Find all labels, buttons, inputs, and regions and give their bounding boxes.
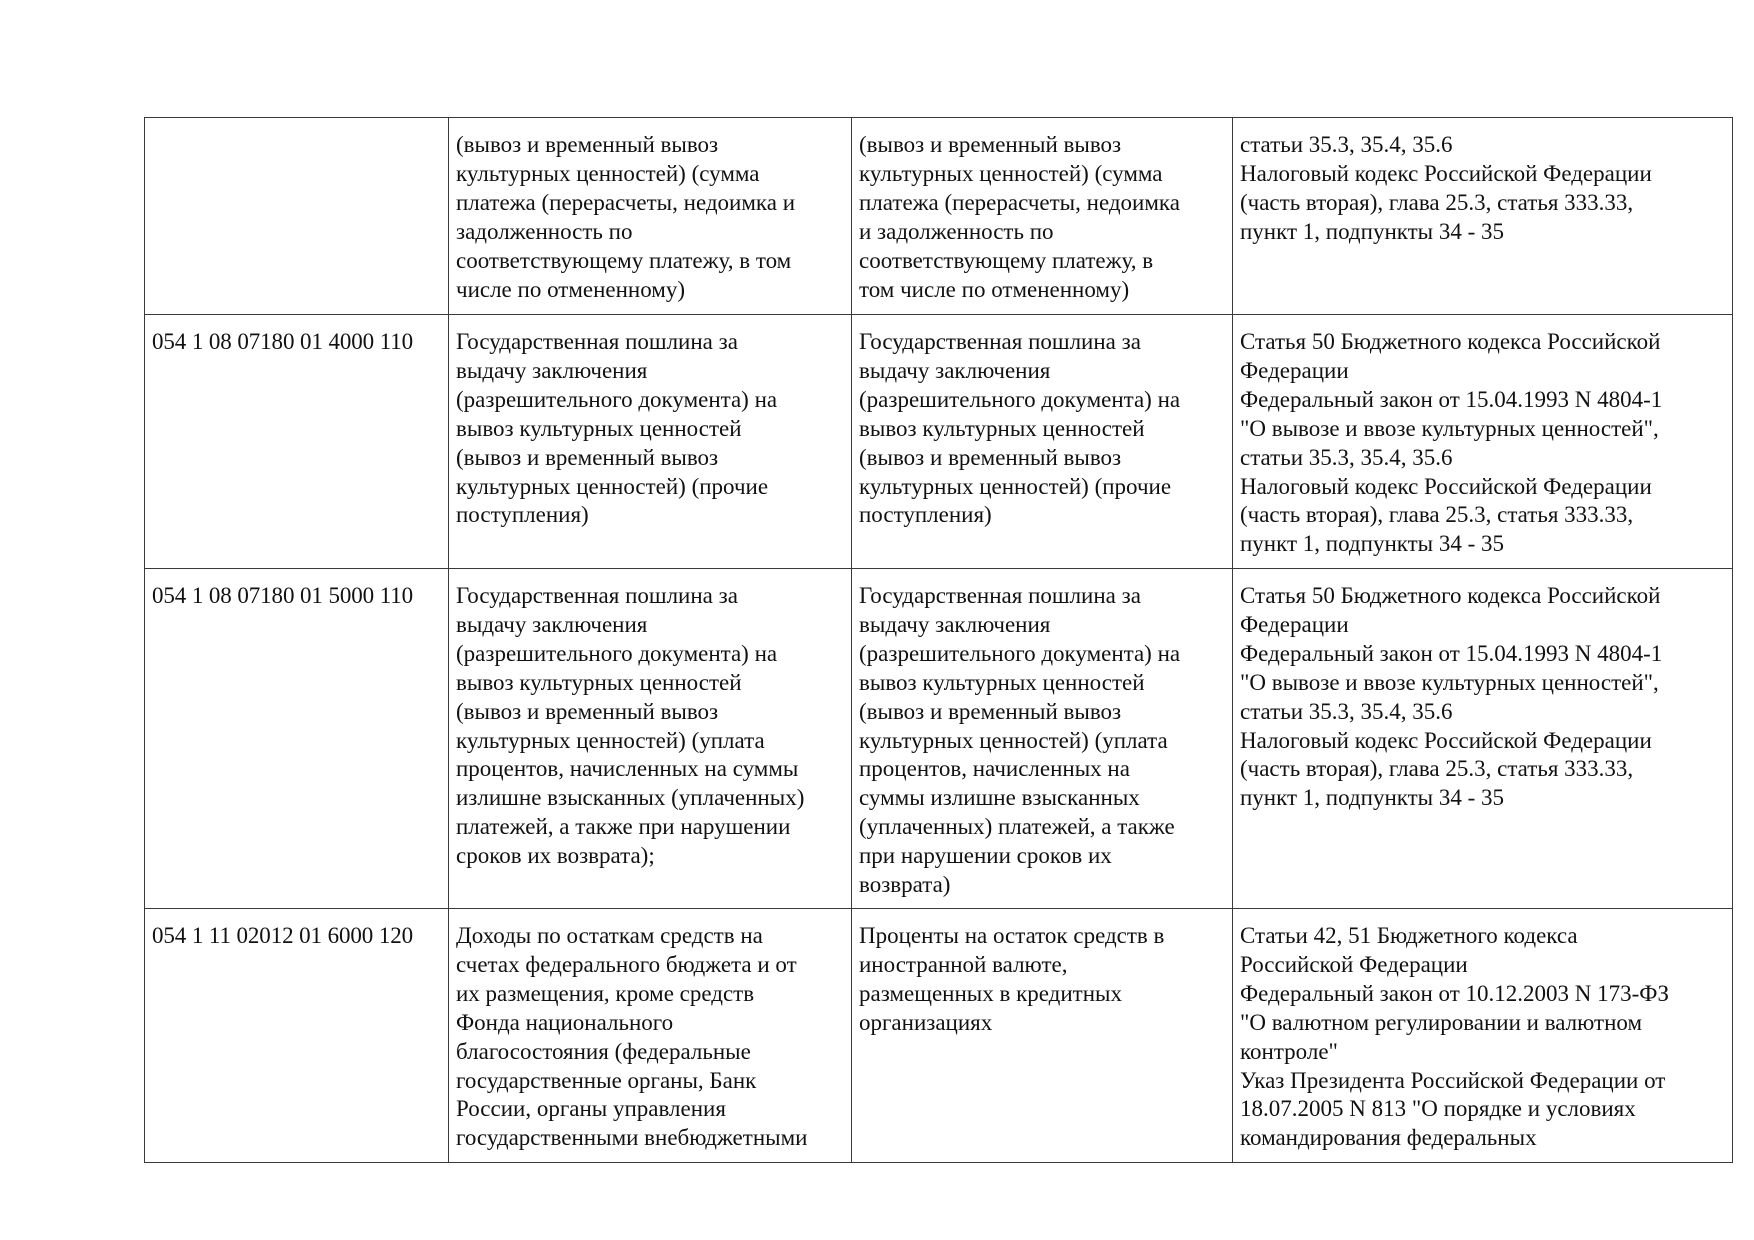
text-line: командирования федеральных	[1240, 1125, 1537, 1151]
text-line: излишне взысканных (уплаченных)	[456, 785, 805, 811]
description-cell	[852, 315, 1233, 569]
text-line: Федеральный закон от 15.04.1993 N 4804-1	[1240, 640, 1663, 666]
table-row	[145, 315, 1733, 569]
text-line: России, органы управления	[456, 1096, 726, 1122]
text-line: числе по отмененному)	[456, 276, 686, 302]
text-line: выдачу заключения	[456, 611, 648, 637]
text-line: возврата)	[859, 872, 951, 898]
text-line: Налоговый кодекс Российской Федерации	[1240, 473, 1652, 499]
revenue-codes-table	[144, 117, 1733, 1163]
text-line: Статья 50 Бюджетного кодекса Российской	[1240, 583, 1661, 608]
name-cell	[449, 315, 852, 569]
text-line: "О валютном регулировании и валютном	[1240, 1009, 1643, 1035]
text-line: Федерации	[1240, 357, 1349, 383]
text-line: Государственная пошлина за	[859, 583, 1141, 608]
text-line: "О вывозе и ввозе культурных ценностей",	[1240, 669, 1659, 695]
description-cell	[852, 909, 1233, 1163]
text-line: (вывоз и временный вывоз	[859, 444, 1122, 470]
text-line: пункт 1, подпункты 34 - 35	[1240, 785, 1505, 811]
text-line: (вывоз и временный вывоз	[456, 444, 719, 470]
text-line: Статьи 42, 51 Бюджетного кодекса	[1240, 923, 1578, 948]
text-line: платежа (перерасчеты, недоимка	[859, 189, 1180, 215]
text-line: (разрешительного документа) на	[456, 386, 778, 412]
text-line: (часть вторая), глава 25.3, статья 333.33,	[1240, 756, 1634, 782]
text-line: вывоз культурных ценностей	[859, 669, 1145, 695]
text-line: (вывоз и временный вывоз	[859, 132, 1122, 157]
text-line: 18.07.2005 N 813 "О порядке и условиях	[1240, 1096, 1636, 1122]
text-line: счетах федерального бюджета и от	[456, 951, 797, 977]
text-line: вывоз культурных ценностей	[456, 415, 742, 441]
code-cell: 054 1 08 07180 01 4000 110	[145, 315, 449, 569]
description-cell	[852, 569, 1233, 909]
text-line: статьи 35.3, 35.4, 35.6	[1240, 132, 1453, 157]
text-line: Налоговый кодекс Российской Федерации	[1240, 727, 1652, 753]
text-line: Российской Федерации	[1240, 951, 1468, 977]
text-line: благосостояния (федеральные	[456, 1038, 751, 1064]
text-line: процентов, начисленных на суммы	[456, 756, 799, 782]
text-line: поступления)	[456, 502, 589, 528]
text-line: государственными внебюджетными	[456, 1125, 808, 1151]
text-line: том числе по отмененному)	[859, 276, 1130, 302]
text-line: размещенных в кредитных	[859, 980, 1122, 1006]
text-line: и задолженность по	[859, 218, 1054, 244]
text-line: суммы излишне взысканных	[859, 785, 1140, 811]
text-line: статьи 35.3, 35.4, 35.6	[1240, 698, 1453, 724]
text-line: пункт 1, подпункты 34 - 35	[1240, 218, 1505, 244]
description-cell	[852, 118, 1233, 315]
text-line: (вывоз и временный вывоз	[859, 698, 1122, 724]
name-cell	[449, 569, 852, 909]
text-line: (уплаченных) платежей, а также	[859, 814, 1175, 840]
name-cell	[449, 909, 852, 1163]
text-line: Государственная пошлина за	[456, 583, 738, 608]
text-line: статьи 35.3, 35.4, 35.6	[1240, 444, 1453, 470]
text-line: иностранной валюте,	[859, 951, 1068, 977]
text-line: выдачу заключения	[456, 357, 648, 383]
text-line: Налоговый кодекс Российской Федерации	[1240, 160, 1652, 186]
text-line: (вывоз и временный вывоз	[456, 698, 719, 724]
code-cell: 054 1 08 07180 01 5000 110	[145, 569, 449, 909]
text-line: платежей, а также при нарушении	[456, 814, 791, 840]
text-line: Статья 50 Бюджетного кодекса Российской	[1240, 329, 1661, 354]
code-cell	[145, 118, 449, 315]
text-line: вывоз культурных ценностей	[859, 415, 1145, 441]
text-line: государственные органы, Банк	[456, 1067, 757, 1093]
text-line: сроков их возврата);	[456, 843, 655, 869]
text-line: Федеральный закон от 15.04.1993 N 4804-1	[1240, 386, 1663, 412]
text-line: Проценты на остаток средств в	[859, 923, 1165, 948]
text-line: выдачу заключения	[859, 611, 1051, 637]
code-cell: 054 1 11 02012 01 6000 120	[145, 909, 449, 1163]
text-line: культурных ценностей) (прочие	[456, 473, 769, 499]
text-line: выдачу заключения	[859, 357, 1051, 383]
text-line: культурных ценностей) (уплата	[456, 727, 765, 753]
text-line: (разрешительного документа) на	[456, 640, 778, 666]
text-line: организациях	[859, 1009, 993, 1035]
text-line: соответствующему платежу, в том	[456, 247, 792, 273]
legal-basis-cell	[1233, 315, 1733, 569]
table-row	[145, 118, 1733, 315]
text-line: культурных ценностей) (прочие	[859, 473, 1172, 499]
text-line: контроле"	[1240, 1038, 1338, 1064]
text-line: Доходы по остаткам средств на	[456, 923, 763, 948]
text-line: Государственная пошлина за	[859, 329, 1141, 354]
legal-basis-cell	[1233, 909, 1733, 1163]
text-line: их размещения, кроме средств	[456, 980, 755, 1006]
name-cell	[449, 118, 852, 315]
text-line: Указ Президента Российской Федерации от	[1240, 1067, 1666, 1093]
text-line: "О вывозе и ввозе культурных ценностей",	[1240, 415, 1659, 441]
text-line: при нарушении сроков их	[859, 843, 1112, 869]
text-line: Федеральный закон от 10.12.2003 N 173-ФЗ	[1240, 980, 1670, 1006]
text-line: Государственная пошлина за	[456, 329, 738, 354]
text-line: пункт 1, подпункты 34 - 35	[1240, 531, 1505, 557]
table-row	[145, 909, 1733, 1163]
text-line: поступления)	[859, 502, 992, 528]
text-line: культурных ценностей) (сумма	[456, 160, 760, 186]
legal-basis-cell	[1233, 118, 1733, 315]
text-line: вывоз культурных ценностей	[456, 669, 742, 695]
table-row	[145, 569, 1733, 909]
text-line: (часть вторая), глава 25.3, статья 333.33,	[1240, 502, 1634, 528]
legal-basis-cell	[1233, 569, 1733, 909]
text-line: культурных ценностей) (уплата	[859, 727, 1168, 753]
text-line: (вывоз и временный вывоз	[456, 132, 719, 157]
text-line: задолженность по	[456, 218, 633, 244]
text-line: Федерации	[1240, 611, 1349, 637]
text-line: культурных ценностей) (сумма	[859, 160, 1163, 186]
text-line: (часть вторая), глава 25.3, статья 333.33,	[1240, 189, 1634, 215]
text-line: соответствующему платежу, в	[859, 247, 1154, 273]
text-line: процентов, начисленных на	[859, 756, 1130, 782]
text-line: Фонда национального	[456, 1009, 674, 1035]
text-line: платежа (перерасчеты, недоимка и	[456, 189, 796, 215]
text-line: (разрешительного документа) на	[859, 640, 1181, 666]
text-line: (разрешительного документа) на	[859, 386, 1181, 412]
